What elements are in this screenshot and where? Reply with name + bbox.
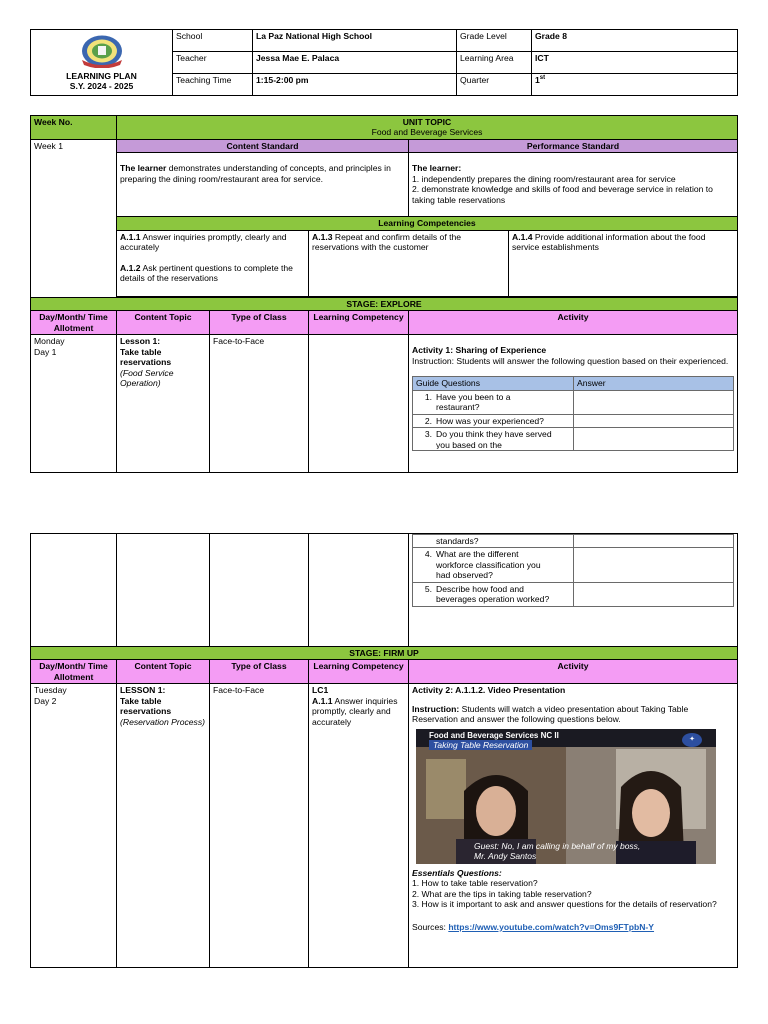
question-number: 5. bbox=[424, 583, 432, 594]
col-activity-header: Activity bbox=[409, 311, 738, 335]
competency-a13 bbox=[309, 230, 509, 296]
school-seal-icon bbox=[80, 34, 124, 68]
col-type-header: Type of Class bbox=[210, 311, 309, 335]
value-school: La Paz National High School bbox=[253, 30, 457, 52]
page1-main bbox=[30, 115, 738, 473]
answer-cell[interactable] bbox=[574, 414, 734, 427]
answer-cell[interactable] bbox=[574, 582, 734, 606]
unit-topic-label: UNIT TOPIC bbox=[402, 117, 452, 127]
content-standard-text bbox=[117, 153, 409, 217]
essential-question: 3. How is it important to ask and answer questions for the details of reservation? bbox=[412, 899, 717, 910]
explore-lesson-sub: (Food Service Operation) bbox=[120, 367, 174, 389]
firmup-day: Tuesday bbox=[34, 685, 67, 696]
table-row bbox=[413, 428, 734, 451]
sources-line bbox=[412, 922, 734, 932]
plan-title: LEARNING PLAN bbox=[66, 70, 137, 81]
competency-a11 bbox=[120, 232, 305, 253]
explore-lesson-title: Take table reservations bbox=[120, 346, 172, 368]
value-grade-level: Grade 8 bbox=[532, 30, 738, 52]
continued-topic-cell bbox=[117, 534, 210, 647]
continued-day-cell bbox=[31, 534, 117, 647]
firmup-day-number: Day 2 bbox=[34, 695, 57, 706]
label-teacher: Teacher bbox=[173, 52, 253, 74]
performance-standard-item: 1. independently prepares the dining room/restaurant area for service bbox=[412, 173, 676, 184]
activity2-instruction bbox=[412, 704, 734, 725]
firmup-topic-cell bbox=[117, 684, 210, 968]
guide-questions-table-p2 bbox=[412, 534, 734, 607]
guide-questions-table-p1 bbox=[412, 376, 734, 451]
stage-firmup-header: STAGE: FIRM UP bbox=[31, 647, 738, 660]
value-quarter bbox=[532, 74, 738, 96]
unit-topic-cell bbox=[117, 116, 738, 140]
firmup-class-type: Face-to-Face bbox=[210, 684, 309, 968]
essential-question: 2. What are the tips in taking table reservation? bbox=[412, 888, 592, 899]
competency-text: Provide additional information about the food service establishments bbox=[512, 231, 706, 253]
performance-standard-header: Performance Standard bbox=[409, 139, 738, 152]
stage-explore-header: STAGE: EXPLORE bbox=[31, 297, 738, 310]
competency-a14 bbox=[509, 230, 738, 296]
firmup-day-cell bbox=[31, 684, 117, 968]
question-text: Do you think they have served you based on the bbox=[436, 429, 552, 450]
continued-type-cell bbox=[210, 534, 309, 647]
col-activity-header: Activity bbox=[409, 660, 738, 684]
content-standard-header: Content Standard bbox=[117, 139, 409, 152]
explore-class-type: Face-to-Face bbox=[210, 335, 309, 473]
value-learning-area: ICT bbox=[532, 52, 738, 74]
activity1-instruction: Instruction: Students will answer the following question based on their experienced. bbox=[412, 355, 729, 366]
explore-topic-cell bbox=[117, 335, 210, 473]
table-row bbox=[413, 582, 734, 606]
instruction-label: Instruction: bbox=[412, 703, 460, 714]
label-school: School bbox=[173, 30, 253, 52]
answer-cell[interactable] bbox=[574, 548, 734, 582]
explore-day: Monday bbox=[34, 336, 65, 347]
video-caption-2: Mr. Andy Santos bbox=[474, 850, 537, 861]
explore-lesson: Lesson 1: bbox=[120, 336, 161, 347]
explore-competency-cell bbox=[309, 335, 409, 473]
question-number: 2. bbox=[424, 415, 432, 426]
school-year: S.Y. 2024 - 2025 bbox=[69, 81, 134, 91]
label-quarter: Quarter bbox=[457, 74, 532, 96]
answer-header: Answer bbox=[574, 377, 734, 390]
col-type-header: Type of Class bbox=[210, 660, 309, 684]
header-table bbox=[30, 29, 738, 96]
competency-a11-a12 bbox=[117, 230, 309, 296]
plan-table-page2 bbox=[30, 533, 738, 968]
col-topic-header: Content Topic bbox=[117, 660, 210, 684]
answer-cell[interactable] bbox=[574, 535, 734, 548]
question-number: 3. bbox=[424, 429, 432, 440]
quarter-suffix: st bbox=[539, 75, 546, 82]
video-thumbnail[interactable] bbox=[416, 729, 716, 864]
tesda-logo-icon: ✦ bbox=[682, 733, 702, 747]
performance-standard-bold: The learner: bbox=[412, 163, 462, 174]
sources-label: Sources: bbox=[412, 921, 449, 932]
school-logo-cell bbox=[31, 30, 173, 96]
label-teaching-time: Teaching Time bbox=[173, 74, 253, 96]
col-day-header: Day/Month/ Time Allotment bbox=[31, 311, 117, 335]
performance-standard-text bbox=[409, 153, 738, 217]
competency-text: Answer inquiries promptly, clearly and accurately bbox=[120, 231, 287, 253]
video-title: Food and Beverage Services NC II bbox=[429, 730, 559, 740]
question-text: What are the different workforce classification you had observed? bbox=[436, 549, 541, 581]
sources-link[interactable]: https://www.youtube.com/watch?v=Oms9FTpbN-Y bbox=[448, 921, 655, 932]
competency-code: A.1.2 bbox=[120, 262, 141, 273]
learning-competencies-header: Learning Competencies bbox=[117, 217, 738, 230]
question-text: Have you been to a restaurant? bbox=[436, 391, 511, 413]
explore-day-number: Day 1 bbox=[34, 346, 57, 357]
week-no-label: Week No. bbox=[31, 116, 117, 140]
firmup-comp-code: LC1 bbox=[312, 685, 329, 696]
col-competency-header: Learning Competency bbox=[309, 660, 409, 684]
guide-questions-header: Guide Questions bbox=[413, 377, 574, 390]
activity2-title: Activity 2: A.1.1.2. Video Presentation bbox=[412, 685, 566, 696]
table-row bbox=[413, 414, 734, 427]
essential-question: 1. How to take table reservation? bbox=[412, 878, 538, 889]
question-number: 4. bbox=[424, 549, 432, 560]
competency-code: A.1.4 bbox=[512, 231, 533, 242]
question-text: How was your experienced? bbox=[436, 415, 544, 426]
table-row bbox=[413, 548, 734, 582]
header-block bbox=[30, 29, 738, 96]
competency-text: Answer inquiries promptly, clearly and accurately bbox=[312, 695, 398, 727]
competency-code: A.1.3 bbox=[312, 231, 333, 242]
firmup-lesson-title: Take table reservations bbox=[120, 695, 172, 717]
video-caption-1: Guest: No, I am calling in behalf of my boss, bbox=[474, 840, 641, 851]
question-number: 1. bbox=[424, 391, 432, 402]
answer-cell[interactable] bbox=[574, 428, 734, 451]
value-teaching-time: 1:15-2:00 pm bbox=[253, 74, 457, 96]
firmup-comp-text bbox=[312, 696, 405, 727]
firmup-activity-cell bbox=[409, 684, 738, 968]
competency-code: A.1.1 bbox=[312, 695, 333, 706]
page2-main bbox=[30, 533, 738, 968]
essential-questions-label: Essentials Questions: bbox=[412, 867, 502, 878]
col-topic-header: Content Topic bbox=[117, 311, 210, 335]
label-grade-level: Grade Level bbox=[457, 30, 532, 52]
plan-table-page1 bbox=[30, 115, 738, 473]
quarter-number: 1 bbox=[535, 75, 540, 85]
firmup-lesson-sub: (Reservation Process) bbox=[120, 716, 206, 727]
instruction-text: Students will watch a video presentation about Taking Table Reservation and answer the following questions below. bbox=[412, 703, 689, 725]
explore-activity-cell bbox=[409, 335, 738, 473]
competency-a12 bbox=[120, 263, 305, 284]
table-row bbox=[413, 390, 734, 414]
question-text: Describe how food and beverages operation worked? bbox=[436, 583, 550, 605]
continued-competency-cell bbox=[309, 534, 409, 647]
performance-standard-item: 2. demonstrate knowledge and skills of food and beverage service in relation to taking table reservations bbox=[412, 184, 713, 205]
competency-code: A.1.1 bbox=[120, 231, 141, 242]
activity1-title: Activity 1: Sharing of Experience bbox=[412, 345, 547, 356]
firmup-competency-cell bbox=[309, 684, 409, 968]
explore-day-cell bbox=[31, 335, 117, 473]
value-teacher: Jessa Mae E. Palaca bbox=[253, 52, 457, 74]
content-standard-body: demonstrates understanding of concepts, and principles in preparing the dining room/restaurant area for service. bbox=[120, 163, 391, 184]
col-competency-header: Learning Competency bbox=[309, 311, 409, 335]
table-row bbox=[413, 535, 734, 548]
unit-topic-title: Food and Beverage Services bbox=[371, 127, 483, 138]
label-learning-area: Learning Area bbox=[457, 52, 532, 74]
col-day-header: Day/Month/ Time Allotment bbox=[31, 660, 117, 684]
firmup-lesson: LESSON 1: bbox=[120, 685, 166, 696]
competency-text: Repeat and confirm details of the reservations with the customer bbox=[312, 231, 462, 253]
answer-cell[interactable] bbox=[574, 390, 734, 414]
continued-activity-cell bbox=[409, 534, 738, 647]
content-standard-bold: The learner bbox=[120, 163, 167, 174]
competency-text: Ask pertinent questions to complete the details of the reservations bbox=[120, 262, 293, 284]
video-subtitle: Taking Table Reservation bbox=[429, 740, 532, 750]
question-text: standards? bbox=[436, 536, 479, 546]
week-value: Week 1 bbox=[31, 139, 117, 297]
